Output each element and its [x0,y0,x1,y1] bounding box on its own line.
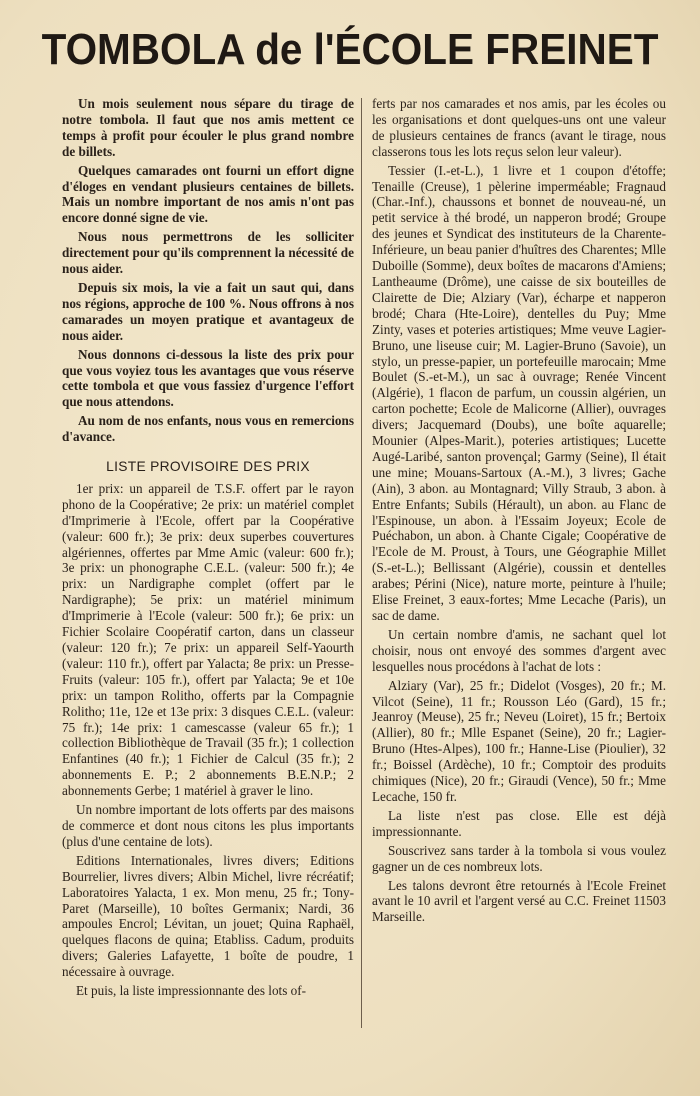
column-divider [361,98,362,1028]
prize-list-heading: LISTE PROVISOIRE DES PRIX [106,459,310,475]
lots-companies-paragraph: Editions Internationales, livres divers; Editions Bourrelier, livres divers; Albin Michel, livre récréatif; Laboratoires Yalacta, 1 ex. Mon menu, 25 fr.; Tony-Paret (Marseille), 10 boîtes Germanix; Nardi, 36 ampoules Encrol; Lévitan, un jouet; Quina Raphaël, quelques flacons de quina; Etabliss. Cadum, produits divers; Galeries Lafayette, 1 boîte de poudre, 1 nécessaire à ouvrage. [62,852,354,980]
page-title: TOMBOLA de l'ÉCOLE FREINET [41,25,659,74]
intro-paragraph: Un mois seulement nous sépare du tirage de notre tombola. Il faut que nos amis mettent ce temps à profit pour écouler le plus grand nombre de billets. [62,96,354,159]
donors-list-paragraph: Tessier (I.-et-L.), 1 livre et 1 coupon d'étoffe; Tenaille (Creuse), 1 pèlerine imperméable; Fragnaud (Char.-Inf.), chaussons et bonnet de nouveau-né, un petit service à thé brodé, un napperon brodé; Groupe des jeunes et Syndicat des instituteurs de la Charente-Inférieure, un beau panier d'huîtres des Charentes; Mlle Duboille (Somme), deux boîtes de macarons d'Amiens; Lantheaume (Drôme), une caisse de six bouteilles de Clairette de Die; Alziary (Var), écharpe et napperon brodé; Chara (Hte-Loire), dentelles du Puy; Mme Zinty, vases et poteries artistiques; Mme veuve Lagier-Bruno, une liseuse cuir; M. Lagier-Bruno (Savoie), un stylo, un presse-papier, un portefeuille marocain; Mme Boulet (S.-et-M.), un sac à ouvrage; Renée Vincent (Algérie), 1 flacon de parfum, un coussin algérien, un carton pochette; Ecole de Malicorne (Allier), ouvrages divers; Jacquemard (Doubs), une boîte aquarelle; Mounier (Alpes-Marit.), poteries artistiques; Lucette Augé-Laribé, santon provençal; Garmy (Seine), Il était une mine; Mouans-Sartoux (A.-M.), 3 livres; Gache (Ain), 3 abon. au Montagnard; Villy Straub, 3 abon. à Entre Enfants; Subils (Hérault), un abon. au Flanc de l'Espinouse, un abon. à l'Essaim Joyeux; Ecole de Puéchabon, un abon. à Chante Cigale; Coopérative de l'Ecole de M. Proust, à Tours, une Géographie Millet (S.-et-L.); Bellissant (Algérie), coussin et dentelles arabes; Périni (Nice), nature morte, peinture à l'huile; Elise Freinet, 3 eaux-fortes; Mme Lecache (Paris), un sac de dame. [372,162,666,623]
lots-continuation-paragraph: Et puis, la liste impressionnante des lots of- [76,983,307,999]
money-donors-intro: Un certain nombre d'amis, ne sachant quel lot choisir, nous ont envoyé des sommes d'argent avec lesquelles nous procédons à l'achat de lots : [372,626,666,674]
lots-continued-paragraph: ferts par nos camarades et nos amis, par les écoles ou les organisations et dont quelques-uns ont une valeur de plusieurs centaines de francs (avant le tirage, nous classerons tous les lots reçus selon leur valeur). [372,96,666,159]
intro-block [62,96,354,445]
intro-paragraph: Au nom de nos enfants, nous vous en remercions d'avance. [62,413,354,445]
prize-paragraph: 1er prix: un appareil de T.S.F. offert par le rayon phono de la Coopérative; 2e prix: un matériel complet d'Imprimerie à l'Ecole, offert par la Coopérative (valeur: 600 fr.); 3e prix: deux superbes couvertures algériennes, offertes par Mme Amic (valeur: 600 fr.); 3e prix: un phonographe C.E.L. (valeur: 500 fr.); 4e prix: un Nardigraphe complet (offert par le Nardigraphe); 5e prix: un matériel minimum d'Imprimerie à l'Ecole (valeur: 500 fr.); 6e prix: un Fichier Scolaire Coopératif carton, dans un classeur (valeur: 120 fr.); 7e prix: un appareil Self-Yaourth (valeur: 110 fr.), offert par Yalacta; 8e prix: un Presse-Fruits (valeur: 105 fr.), offert par Yalacta; 9e et 10e prix: un tampon Rolitho, offerts par la Compagnie Rolitho; 11e, 12e et 13e prix: 3 disques C.E.L. (valeur: 75 fr.); 14e prix: 1 camescasse (valeur 65 fr.); 1 collection Bibliothèque de Travail (35 fr.); 1 collection Enfantines (40 fr.); 1 Fichier de Calcul (35 fr.); 2 abonnements E. P.; 2 abonnements B.E.N.P.; 2 abonnements Gerbe; 1 matériel à graver le lino. [62,480,354,799]
intro-paragraph: Nous nous permettrons de les solliciter directement pour qu'ils comprennent la nécessité de nous aider. [62,229,354,277]
intro-paragraph: Quelques camarades ont fourni un effort digne d'éloges en vendant plusieurs centaines de billets. Mais un nombre important de nos amis n'ont pas encore donné signe de vie. [62,162,354,226]
intro-paragraph: Nous donnons ci-dessous la liste des prix pour que vous voyiez tous les avantages que vous réserve cette tombola et que vous fassiez d'urgence l'effort que nous attendons. [62,346,354,410]
prize-list [62,481,354,999]
left-column [62,96,354,1002]
money-donors-list: Alziary (Var), 25 fr.; Didelot (Vosges), 20 fr.; M. Vilcot (Seine), 11 fr.; Rousson Léo (Gard), 15 fr.; Jeanroy (Meuse), 25 fr.; Neveu (Loiret), 15 fr.; Bertoix (Allier), 80 fr.; Mlle Espanet (Seine), 20 fr.; Lagier-Bruno (Htes-Alpes), 100 fr.; Hanne-Lise (Pioulier), 32 fr.; Boissel (Ardèche), 10 fr.; Comptoir des produits chimiques (Nice), 20 fr.; Giraudi (Vence), 50 fr.; Mme Lecache, 150 fr. [372,677,666,804]
subscribe-call: Souscrivez sans tarder à la tombola si vous voulez gagner un de ces nombreux lots. [372,842,666,874]
intro-paragraph: Depuis six mois, la vie a fait un saut qui, dans nos régions, approche de 100 %. Nous offrons à nos camarades un moyen pratique et avantageux de nous aider. [62,279,354,343]
return-instructions: Les talons devront être retournés à l'Ecole Freinet avant le 10 avril et l'argent versé au C.C. Freinet 11503 Marseille. [372,877,666,925]
lots-intro-paragraph: Un nombre important de lots offerts par des maisons de commerce et dont nous citons les plus importants (plus d'une centaine de lots). [62,802,354,849]
right-column [372,96,666,928]
list-not-closed: La liste n'est pas close. Elle est déjà impressionnante. [372,807,666,839]
